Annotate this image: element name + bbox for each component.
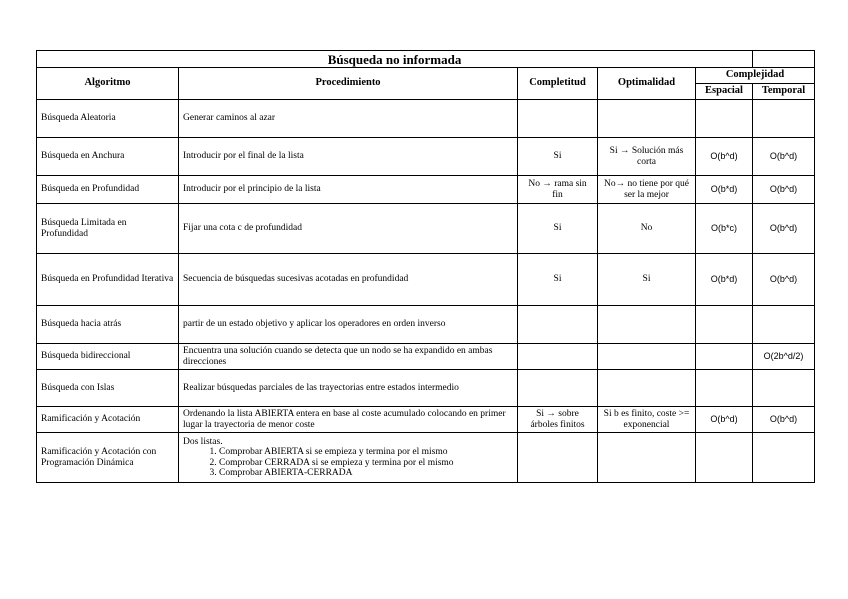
procedure-steps xyxy=(183,447,513,479)
algorithm-name: Búsqueda en Anchura xyxy=(37,138,179,176)
procedure-cell: Ordenando la lista ABIERTA entera en base al coste acumulado colocando en primer lugar la trayectoria de menor coste xyxy=(179,407,518,433)
spatial-complexity-cell xyxy=(696,433,753,483)
algorithm-name: Búsqueda con Islas xyxy=(37,370,179,407)
spatial-complexity-cell: O(b^d) xyxy=(696,407,753,433)
temporal-complexity-cell: O(b^d) xyxy=(753,176,815,204)
completeness-cell xyxy=(518,433,598,483)
spatial-complexity-cell: O(b*d) xyxy=(696,254,753,306)
optimality-cell xyxy=(598,344,696,370)
procedure-cell: Introducir por el final de la lista xyxy=(179,138,518,176)
procedure-step: 2. Comprobar CERRADA si se empieza y termina por el mismo xyxy=(219,458,513,469)
completeness-cell: Si xyxy=(518,138,598,176)
optimality-cell: No→ no tiene por qué ser la mejor xyxy=(598,176,696,204)
table-row xyxy=(37,176,815,204)
optimality-cell: Si → Solución más corta xyxy=(598,138,696,176)
table-row xyxy=(37,138,815,176)
completeness-cell xyxy=(518,344,598,370)
temporal-complexity-cell xyxy=(753,433,815,483)
optimality-cell xyxy=(598,433,696,483)
optimality-cell: Si xyxy=(598,254,696,306)
table-row xyxy=(37,306,815,344)
header-completeness: Completitud xyxy=(518,68,598,100)
spatial-complexity-cell: O(b*c) xyxy=(696,204,753,254)
procedure-cell: Realizar búsquedas parciales de las trayectorias entre estados intermedio xyxy=(179,370,518,407)
table-title: Búsqueda no informada xyxy=(37,51,753,68)
procedure-cell: Encuentra una solución cuando se detecta que un nodo se ha expandido en ambas direcciones xyxy=(179,344,518,370)
algorithm-name: Búsqueda bidireccional xyxy=(37,344,179,370)
temporal-complexity-cell xyxy=(753,306,815,344)
header-algorithm: Algoritmo xyxy=(37,68,179,100)
algorithm-name: Búsqueda Aleatoria xyxy=(37,100,179,138)
table-row xyxy=(37,407,815,433)
search-algorithms-table xyxy=(36,50,815,483)
completeness-cell: Si xyxy=(518,204,598,254)
procedure-cell: Fijar una cota c de profundidad xyxy=(179,204,518,254)
table-row xyxy=(37,100,815,138)
procedure-intro: Dos listas. xyxy=(183,436,223,447)
temporal-complexity-cell xyxy=(753,370,815,407)
spatial-complexity-cell: O(b^d) xyxy=(696,138,753,176)
optimality-cell: Si b es finito, coste >= exponencial xyxy=(598,407,696,433)
table-row xyxy=(37,344,815,370)
spatial-complexity-cell xyxy=(696,306,753,344)
header-optimality: Optimalidad xyxy=(598,68,696,100)
temporal-complexity-cell: O(b^d) xyxy=(753,254,815,306)
optimality-cell xyxy=(598,100,696,138)
algorithm-name: Ramificación y Acotación xyxy=(37,407,179,433)
algorithm-name: Búsqueda en Profundidad xyxy=(37,176,179,204)
procedure-cell xyxy=(179,433,518,483)
title-empty-cell xyxy=(753,51,815,68)
temporal-complexity-cell: O(b^d) xyxy=(753,138,815,176)
completeness-cell: No → rama sin fin xyxy=(518,176,598,204)
temporal-complexity-cell xyxy=(753,100,815,138)
header-procedure: Procedimiento xyxy=(179,68,518,100)
procedure-cell: Introducir por el principio de la lista xyxy=(179,176,518,204)
completeness-cell: Si xyxy=(518,254,598,306)
spatial-complexity-cell xyxy=(696,100,753,138)
temporal-complexity-cell: O(2b^d/2) xyxy=(753,344,815,370)
procedure-step: 3. Comprobar ABIERTA-CERRADA xyxy=(219,468,513,479)
spatial-complexity-cell xyxy=(696,370,753,407)
algorithm-name: Búsqueda en Profundidad Iterativa xyxy=(37,254,179,306)
algorithm-name: Búsqueda Limitada en Profundidad xyxy=(37,204,179,254)
optimality-cell: No xyxy=(598,204,696,254)
completeness-cell xyxy=(518,100,598,138)
header-complexity: Complejidad xyxy=(696,68,815,84)
table-row xyxy=(37,433,815,483)
procedure-cell: partir de un estado objetivo y aplicar los operadores en orden inverso xyxy=(179,306,518,344)
temporal-complexity-cell: O(b^d) xyxy=(753,407,815,433)
table-row xyxy=(37,204,815,254)
algorithm-name: Ramificación y Acotación con Programación Dinámica xyxy=(37,433,179,483)
completeness-cell: Si → sobre árboles finitos xyxy=(518,407,598,433)
algorithm-name: Búsqueda hacia atrás xyxy=(37,306,179,344)
optimality-cell xyxy=(598,370,696,407)
temporal-complexity-cell: O(b^d) xyxy=(753,204,815,254)
spatial-complexity-cell xyxy=(696,344,753,370)
optimality-cell xyxy=(598,306,696,344)
header-spatial: Espacial xyxy=(696,84,753,100)
table-row xyxy=(37,370,815,407)
table-row xyxy=(37,254,815,306)
procedure-cell: Secuencia de búsquedas sucesivas acotadas en profundidad xyxy=(179,254,518,306)
completeness-cell xyxy=(518,306,598,344)
completeness-cell xyxy=(518,370,598,407)
procedure-cell: Generar caminos al azar xyxy=(179,100,518,138)
procedure-step: 1. Comprobar ABIERTA si se empieza y termina por el mismo xyxy=(219,447,513,458)
header-temporal: Temporal xyxy=(753,84,815,100)
spatial-complexity-cell: O(b*d) xyxy=(696,176,753,204)
